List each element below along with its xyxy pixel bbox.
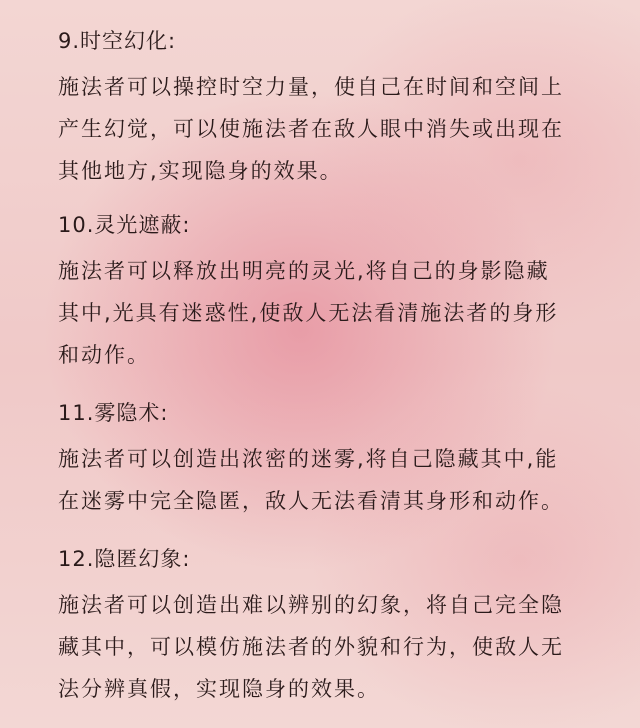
section-body — [58, 66, 618, 192]
body-line: 法分辨真假，实现隐身的效果。 — [58, 677, 380, 701]
section-body — [58, 584, 618, 710]
body-line: 施法者可以创造出浓密的迷雾,将自己隐藏其中,能 — [58, 447, 559, 471]
section-body — [58, 250, 618, 376]
body-line: 施法者可以操控时空力量，使自己在时间和空间上 — [58, 75, 564, 99]
body-line: 其他地方,实现隐身的效果。 — [58, 159, 343, 183]
body-line: 施法者可以创造出难以辨别的幻象，将自己完全隐 — [58, 593, 564, 617]
section-heading: 12.隐匿幻象: — [58, 547, 191, 571]
section-heading: 11.雾隐术: — [58, 401, 169, 425]
body-line: 和动作。 — [58, 343, 150, 367]
body-line: 产生幻觉，可以使施法者在敌人眼中消失或出现在 — [58, 117, 564, 141]
section-9 — [58, 26, 618, 192]
section-11 — [58, 398, 618, 522]
body-line: 施法者可以释放出明亮的灵光,将自己的身影隐藏 — [58, 259, 550, 283]
body-line: 藏其中，可以模仿施法者的外貌和行为，使敌人无 — [58, 635, 564, 659]
body-line: 在迷雾中完全隐匿，敌人无法看清其身形和动作。 — [58, 489, 564, 513]
section-heading: 10.灵光遮蔽: — [58, 213, 191, 237]
body-line: 其中,光具有迷惑性,使敌人无法看清施法者的身形 — [58, 301, 559, 325]
section-12 — [58, 544, 618, 710]
section-10 — [58, 210, 618, 376]
section-heading: 9.时空幻化: — [58, 29, 177, 53]
section-body — [58, 438, 618, 522]
